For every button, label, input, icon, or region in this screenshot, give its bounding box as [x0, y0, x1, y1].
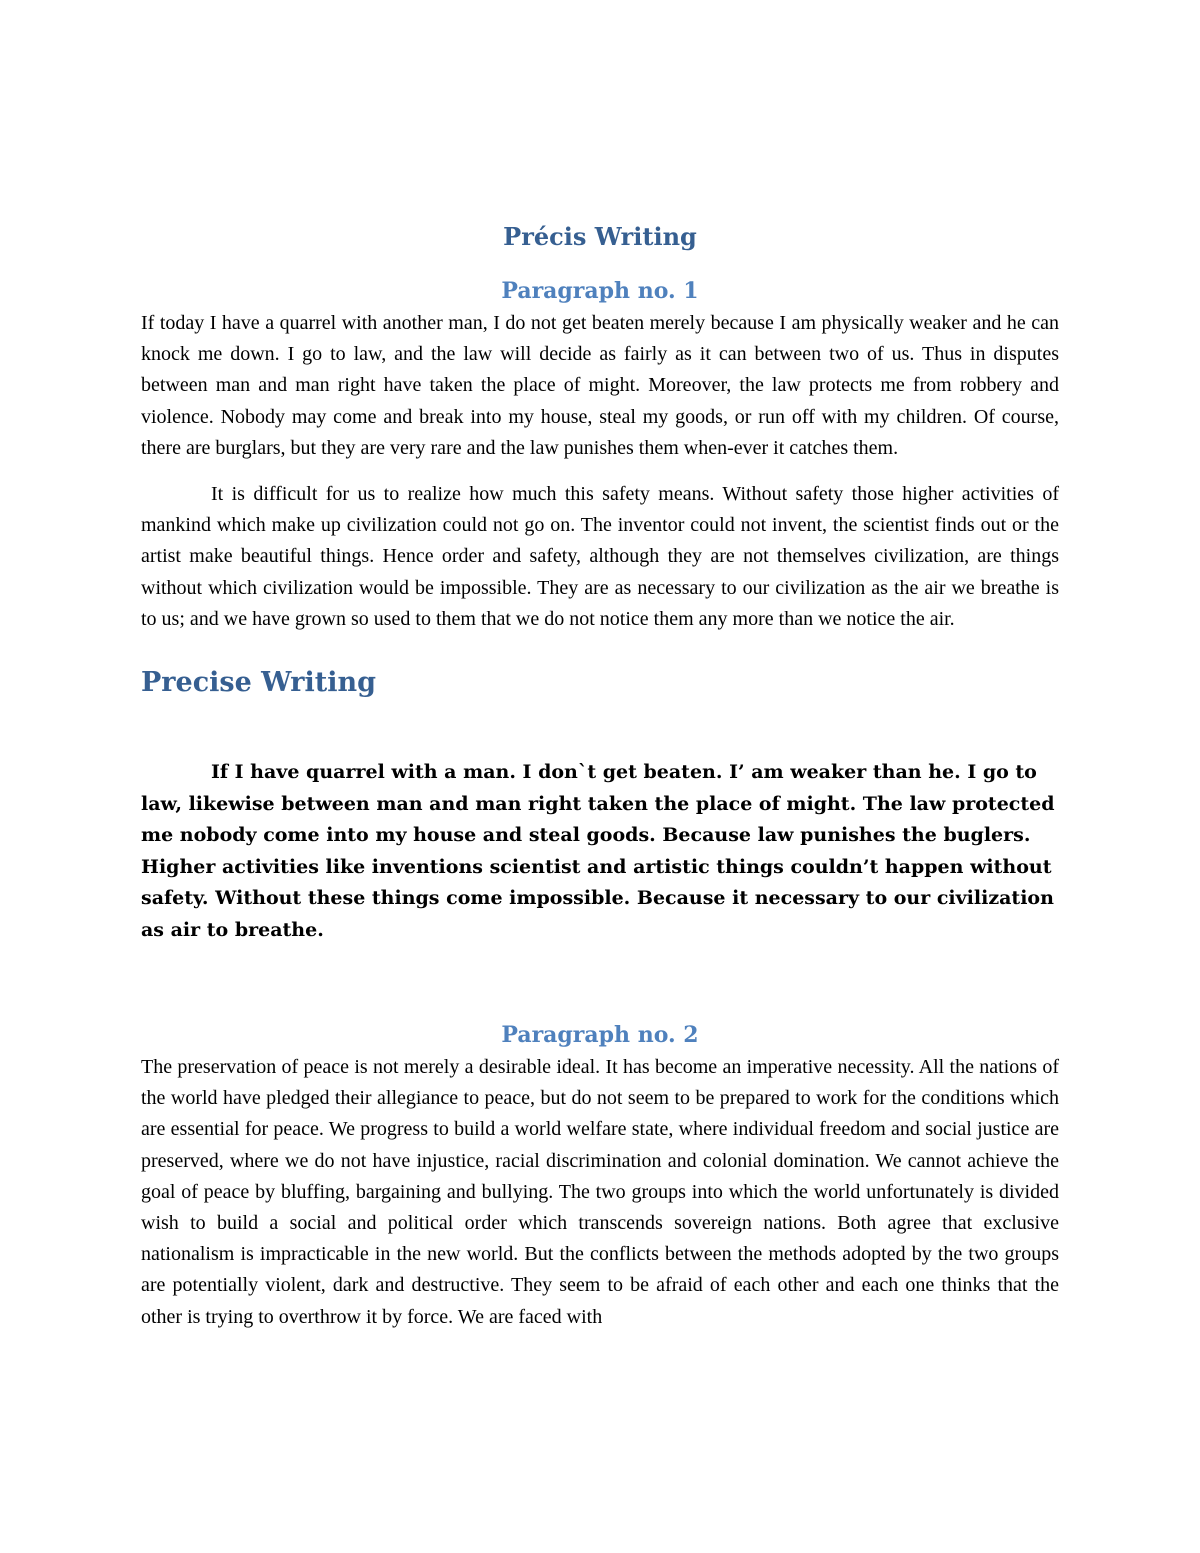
- precise-writing-text: If I have quarrel with a man. I don`t get beaten. I’ am weaker than he. I go to law, likewise between man and man right taken the place of might. The law protected me nobody come into my house and steal goods. Because law punishes the buglers. Higher activities like inventions scientist and artistic things couldn’t happen without safety. Without these things come impossible. Because it necessary to our civilization as air to breathe.: [141, 761, 1055, 941]
- paragraph-2-text: The preservation of peace is not merely a desirable ideal. It has become an imperative necessity. All the nations of the world have pledged their allegiance to peace, but do not seem to be prepared to work for the conditions which are essential for peace. We progress to build a world welfare state, where individual freedom and social justice are preserved, where we do not have injustice, racial discrimination and colonial domination. We cannot achieve the goal of peace by bluffing, bargaining and bullying. The two groups into which the world unfortunately is divided wish to build a social and political order which transcends sovereign nations. Both agree that exclusive nationalism is impracticable in the new world. But the conflicts between the methods adopted by the two groups are potentially violent, dark and destructive. They seem to be afraid of each other and each one thinks that the other is trying to overthrow it by force. We are faced with: [141, 1056, 1059, 1328]
- document-content: [141, 218, 1059, 1333]
- paragraph-2-heading: Paragraph no. 2: [501, 1022, 699, 1049]
- paragraph-1-text-a: If today I have a quarrel with another man, I do not get beaten merely because I am physically weaker and he can knock me down. I go to law, and the law will decide as fairly as it can between two of us. Thus in disputes between man and man right have taken the place of might. Moreover, the law protects me from robbery and violence. Nobody may come and break into my house, steal my goods, or run off with my children. Of course, there are burglars, but they are very rare and the law punishes them when-ever it catches them.: [141, 312, 1059, 459]
- paragraph-1-heading: Paragraph no. 1: [501, 278, 699, 304]
- paragraph-1-text-b: It is difficult for us to realize how much this safety means. Without safety those higher activities of mankind which make up civilization could not go on. The inventor could not invent, the scientist finds out or the artist make beautiful things. Hence order and safety, although they are not themselves civilization, are things without which civilization would be impossible. They are as necessary to our civilization as the air we breathe is to us; and we have grown so used to them that we do not notice them any more than we notice the air.: [141, 483, 1059, 630]
- document-title: Précis Writing: [503, 222, 697, 251]
- precise-writing-heading: Precise Writing: [141, 667, 377, 699]
